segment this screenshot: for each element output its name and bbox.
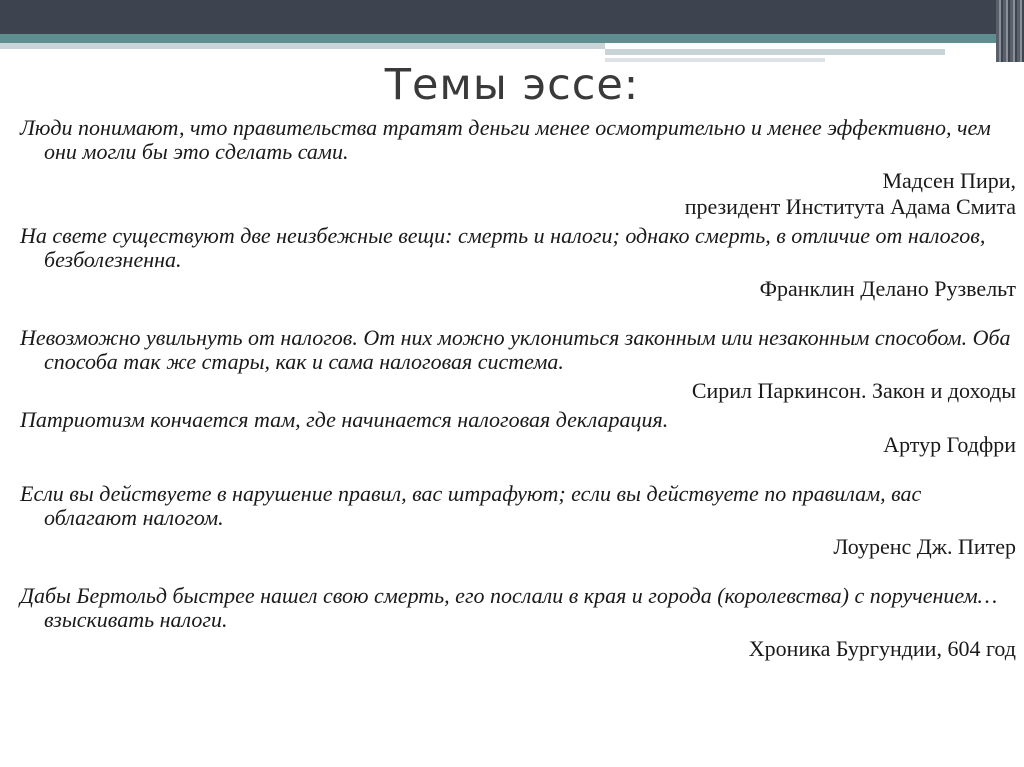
quotes-list <box>20 116 1016 662</box>
quote-author: Артур Годфри <box>883 432 1016 457</box>
header-light-band <box>0 43 605 49</box>
quote-author: Франклин Делано Рузвельт <box>759 276 1016 301</box>
quote-author: Хроника Бургундии, 604 год <box>748 636 1016 661</box>
header-stripes <box>996 0 1024 62</box>
quote-text: Если вы действуете в нарушение правил, вас штрафуют; если вы действуете по правилам, вас облагают налогом. <box>20 481 922 530</box>
quote-text: На свете существуют две неизбежные вещи: смерть и налоги; однако смерть, в отличие от налогов, безболезненна. <box>20 223 986 272</box>
quote-text: Люди понимают, что правительства тратят деньги менее осмотрительно и менее эффективно, чем они могли бы это сделать сами. <box>20 115 991 164</box>
quote-text: Дабы Бертольд быстрее нашел свою смерть, его послали в края и города (королевства) с поручением… взыскивать налоги. <box>20 583 998 632</box>
quote-author: Лоуренс Дж. Питер <box>833 534 1016 559</box>
slide-title: Темы эссе: <box>384 60 640 110</box>
quote-author: Мадсен Пири, <box>882 168 1016 193</box>
header-bar <box>0 0 1024 34</box>
header-light-band-right <box>605 49 945 55</box>
quote-author: Сирил Паркинсон. Закон и доходы <box>691 378 1016 403</box>
header-accent-band <box>0 34 1024 43</box>
quote-author-title: президент Института Адама Смита <box>684 194 1016 219</box>
quote-text: Патриотизм кончается там, где начинается налоговая декларация. <box>20 407 669 432</box>
quote-text: Невозможно увильнуть от налогов. От них можно уклониться законным или незаконным способом. Оба способа так же стары, как и сама налоговая система. <box>20 325 1011 374</box>
